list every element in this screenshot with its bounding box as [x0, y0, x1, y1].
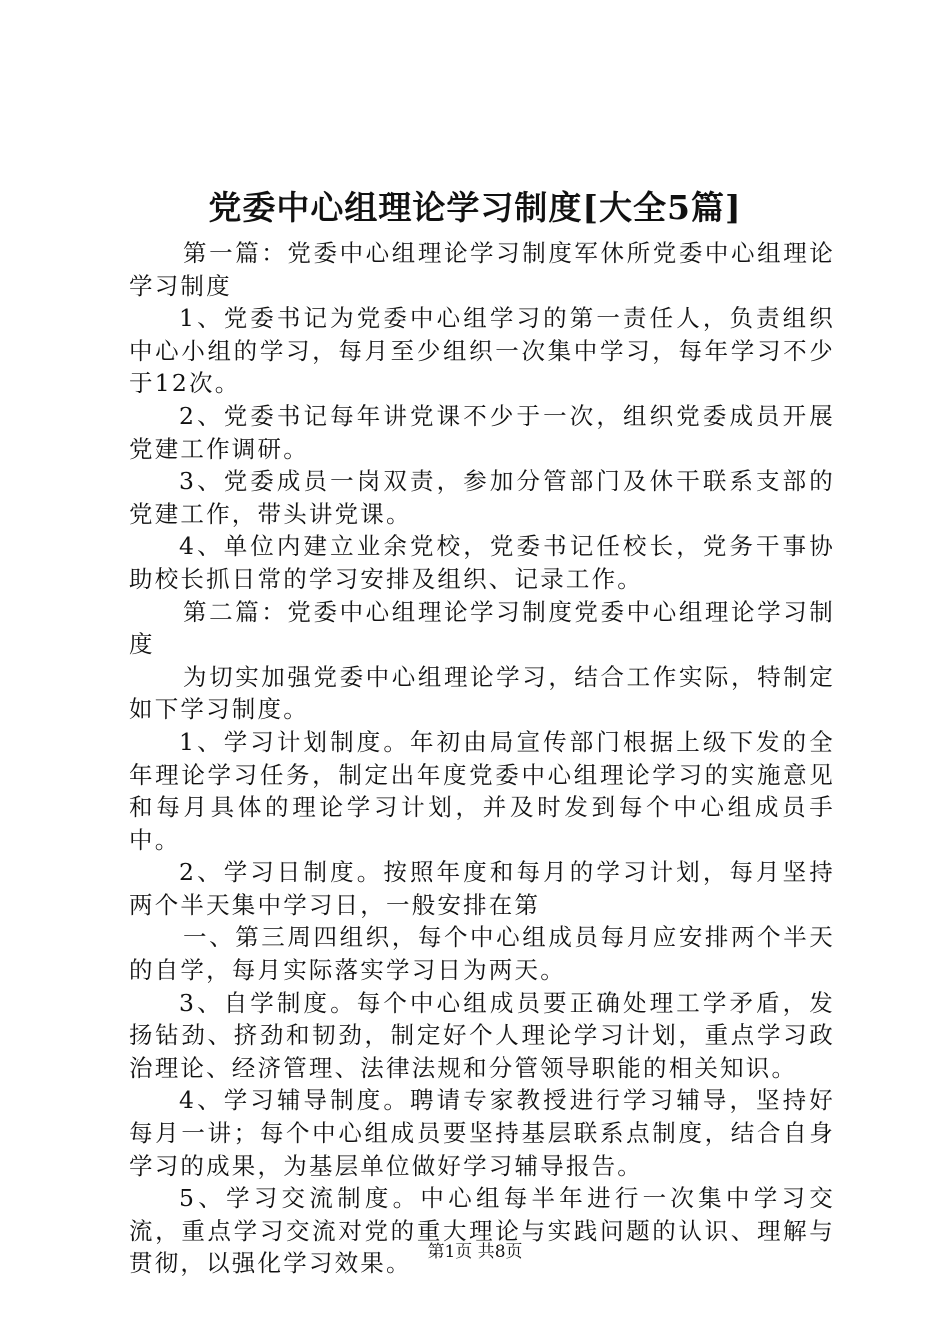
paragraph: 1、党委书记为党委中心组学习的第一责任人，负责组织中心小组的学习，每月至少组织一次集中学习，每年学习不少于12次。 — [129, 304, 835, 398]
paragraph: 5、学习交流制度。中心组每半年进行一次集中学习交流，重点学习交流对党的重大理论与实践问题的认识、理解与贯彻，以强化学习效果。 — [129, 1184, 835, 1278]
section-heading-1: 第一篇：党委中心组理论学习制度军休所党委中心组理论学习制度 — [129, 239, 835, 300]
page-footer: 第1页 共8页 — [427, 1242, 523, 1262]
paragraph: 3、党委成员一岗双责，参加分管部门及休干联系支部的党建工作，带头讲党课。 — [129, 467, 835, 528]
paragraph: 为切实加强党委中心组理论学习，结合工作实际，特制定如下学习制度。 — [129, 662, 835, 724]
paragraph: 1、学习计划制度。年初由局宣传部门根据上级下发的全年理论学习任务，制定出年度党委中心组理论学习的实施意见和每月具体的理论学习计划，并及时发到每个中心组成员手中。 — [129, 727, 835, 854]
paragraph: 3、自学制度。每个中心组成员要正确处理工学矛盾，发扬钻劲、挤劲和韧劲，制定好个人理论学习计划，重点学习政治理论、经济管理、法律法规和分管领导职能的相关知识。 — [129, 988, 835, 1082]
document-body — [129, 237, 835, 1280]
document-title: 党委中心组理论学习制度[大全5篇] — [208, 188, 742, 227]
paragraph: 2、党委书记每年讲党课不少于一次，组织党委成员开展党建工作调研。 — [129, 401, 835, 463]
paragraph: 4、学习辅导制度。聘请专家教授进行学习辅导，坚持好每月一讲；每个中心组成员要坚持基层联系点制度，结合自身学习的成果，为基层单位做好学习辅导报告。 — [129, 1086, 835, 1180]
paragraph: 一、第三周四组织，每个中心组成员每月应安排两个半天的自学，每月实际落实学习日为两天。 — [129, 923, 835, 985]
paragraph: 2、学习日制度。按照年度和每月的学习计划，每月坚持两个半天集中学习日，一般安排在第 — [129, 858, 835, 919]
section-heading-2: 第二篇：党委中心组理论学习制度党委中心组理论学习制度 — [129, 597, 835, 659]
paragraph: 4、单位内建立业余党校，党委书记任校长，党务干事协助校长抓日常的学习安排及组织、记录工作。 — [129, 532, 835, 593]
